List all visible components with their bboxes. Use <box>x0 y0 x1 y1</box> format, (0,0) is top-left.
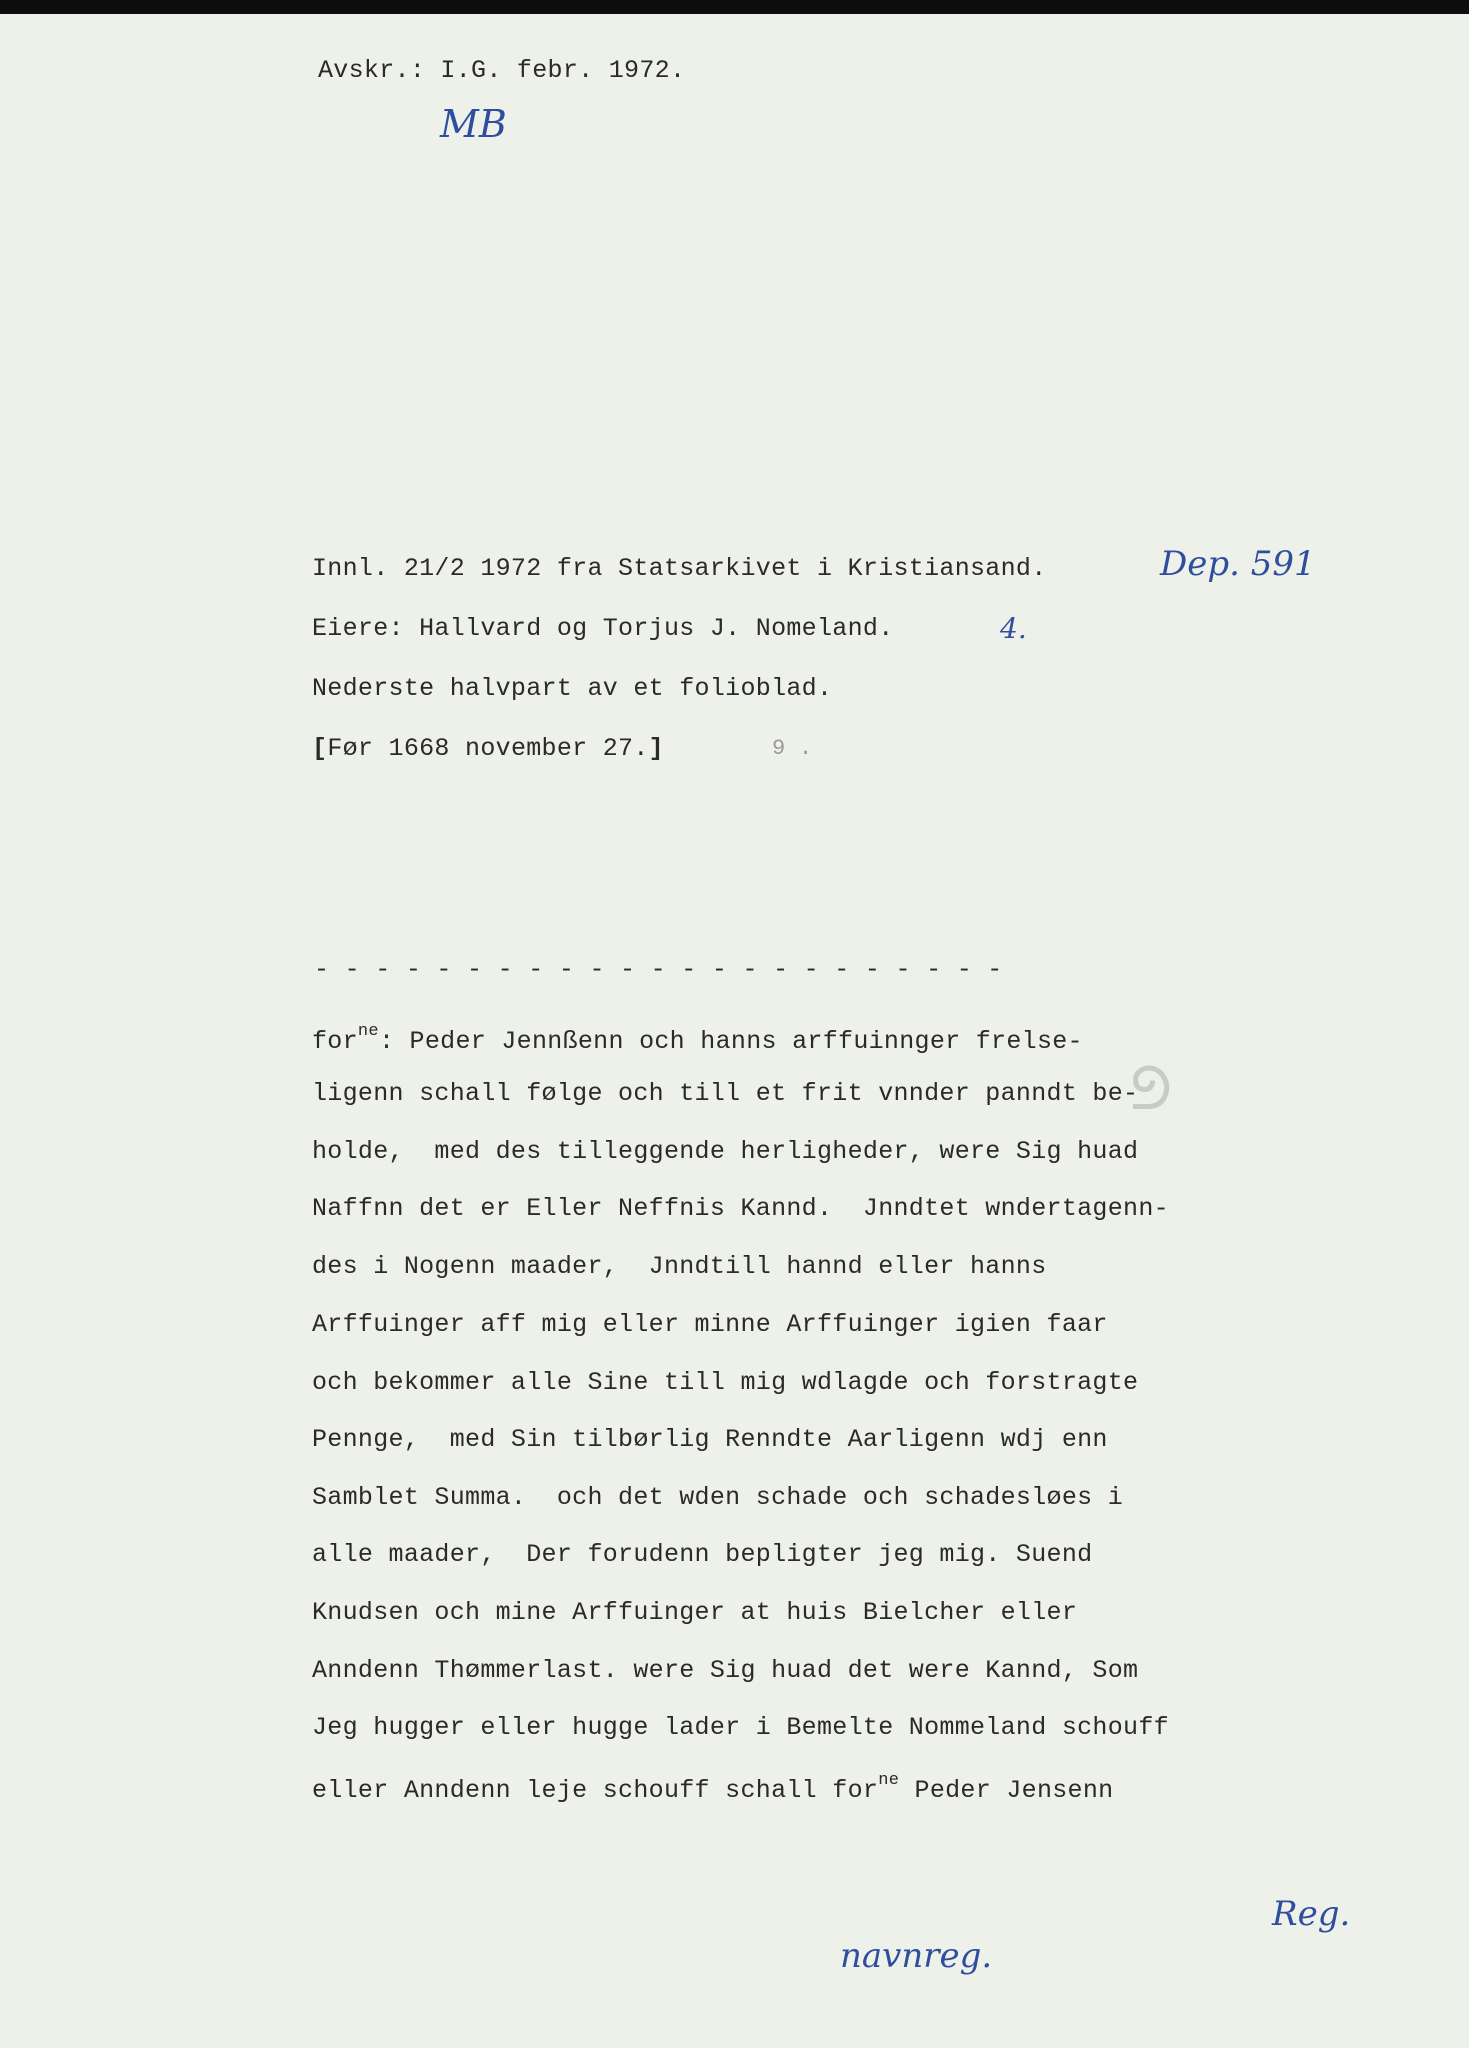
body-line-14 <box>312 1771 1113 1805</box>
date-note: 9 . <box>772 736 813 761</box>
body-line-8: Pennge, med Sin tilbørlig Renndte Aarligenn wdj enn <box>312 1425 1108 1454</box>
owners-number-note: 4. <box>1000 612 1027 645</box>
body-line-11: Knudsen och mine Arffuinger at huis Bielcher eller <box>312 1598 1078 1627</box>
deposit-number-note: Dep. 591 <box>1160 544 1316 584</box>
body-line-13: Jeg hugger eller hugge lader i Bemelte Nommeland schouff <box>312 1713 1169 1742</box>
body-line-2: ligenn schall følge och till et frit vnnder panndt be- <box>312 1079 1139 1108</box>
body-line-14-a: eller Anndenn leje schouff schall for <box>312 1776 879 1805</box>
body-line-14-b: Peder Jensenn <box>899 1776 1114 1805</box>
bleed-through-mark: ᘓ <box>1130 1054 1173 1124</box>
section-divider: - - - - - - - - - - - - - - - - - - - - - - - <box>314 955 1003 984</box>
metadata-received <box>312 554 1047 583</box>
body-line-7: och bekommer alle Sine till mig wdlagde och forstragte <box>312 1368 1139 1397</box>
date-open-bracket: [ <box>312 734 328 763</box>
date-text: Før 1668 november 27. <box>327 734 649 763</box>
superscript-ne-2: ne <box>878 1771 900 1790</box>
body-line-10: alle maader, Der forudenn bepligter jeg mig. Suend <box>312 1540 1093 1569</box>
body-line-1 <box>312 1022 1083 1056</box>
body-line-5: des i Nogenn maader, Jnndtill hannd eller hanns <box>312 1252 1047 1281</box>
body-line-9: Samblet Summa. och det wden schade och schadesløes i <box>312 1483 1124 1512</box>
handwritten-navnreg: navnreg. <box>840 1936 993 1976</box>
metadata-owners <box>312 614 894 643</box>
metadata-description: Nederste halvpart av et folioblad. <box>312 674 833 703</box>
owners-text: Eiere: Hallvard og Torjus J. Nomeland. <box>312 614 894 643</box>
date-close-bracket: ] <box>648 734 664 763</box>
superscript-ne: ne <box>357 1022 379 1041</box>
handwritten-reg: Reg. <box>1272 1894 1351 1934</box>
body-line-4: Naffnn det er Eller Neffnis Kannd. Jnndtet wndertagenn- <box>312 1194 1169 1223</box>
body-line-1-b: : Peder Jennßenn och hanns arffuinnger frelse- <box>378 1027 1083 1056</box>
document-page <box>0 14 1469 2048</box>
metadata-date <box>312 734 664 763</box>
body-line-1-a: for <box>312 1027 358 1056</box>
received-text: Innl. 21/2 1972 fra Statsarkivet i Kristiansand. <box>312 554 1047 583</box>
handwritten-initials: MB <box>440 102 507 146</box>
body-line-3: holde, med des tilleggende herligheder, were Sig huad <box>312 1137 1139 1166</box>
transcription-header: Avskr.: I.G. febr. 1972. <box>318 56 686 85</box>
body-line-12: Anndenn Thømmerlast. were Sig huad det were Kannd, Som <box>312 1656 1139 1685</box>
body-line-6: Arffuinger aff mig eller minne Arffuinger igien faar <box>312 1310 1108 1339</box>
